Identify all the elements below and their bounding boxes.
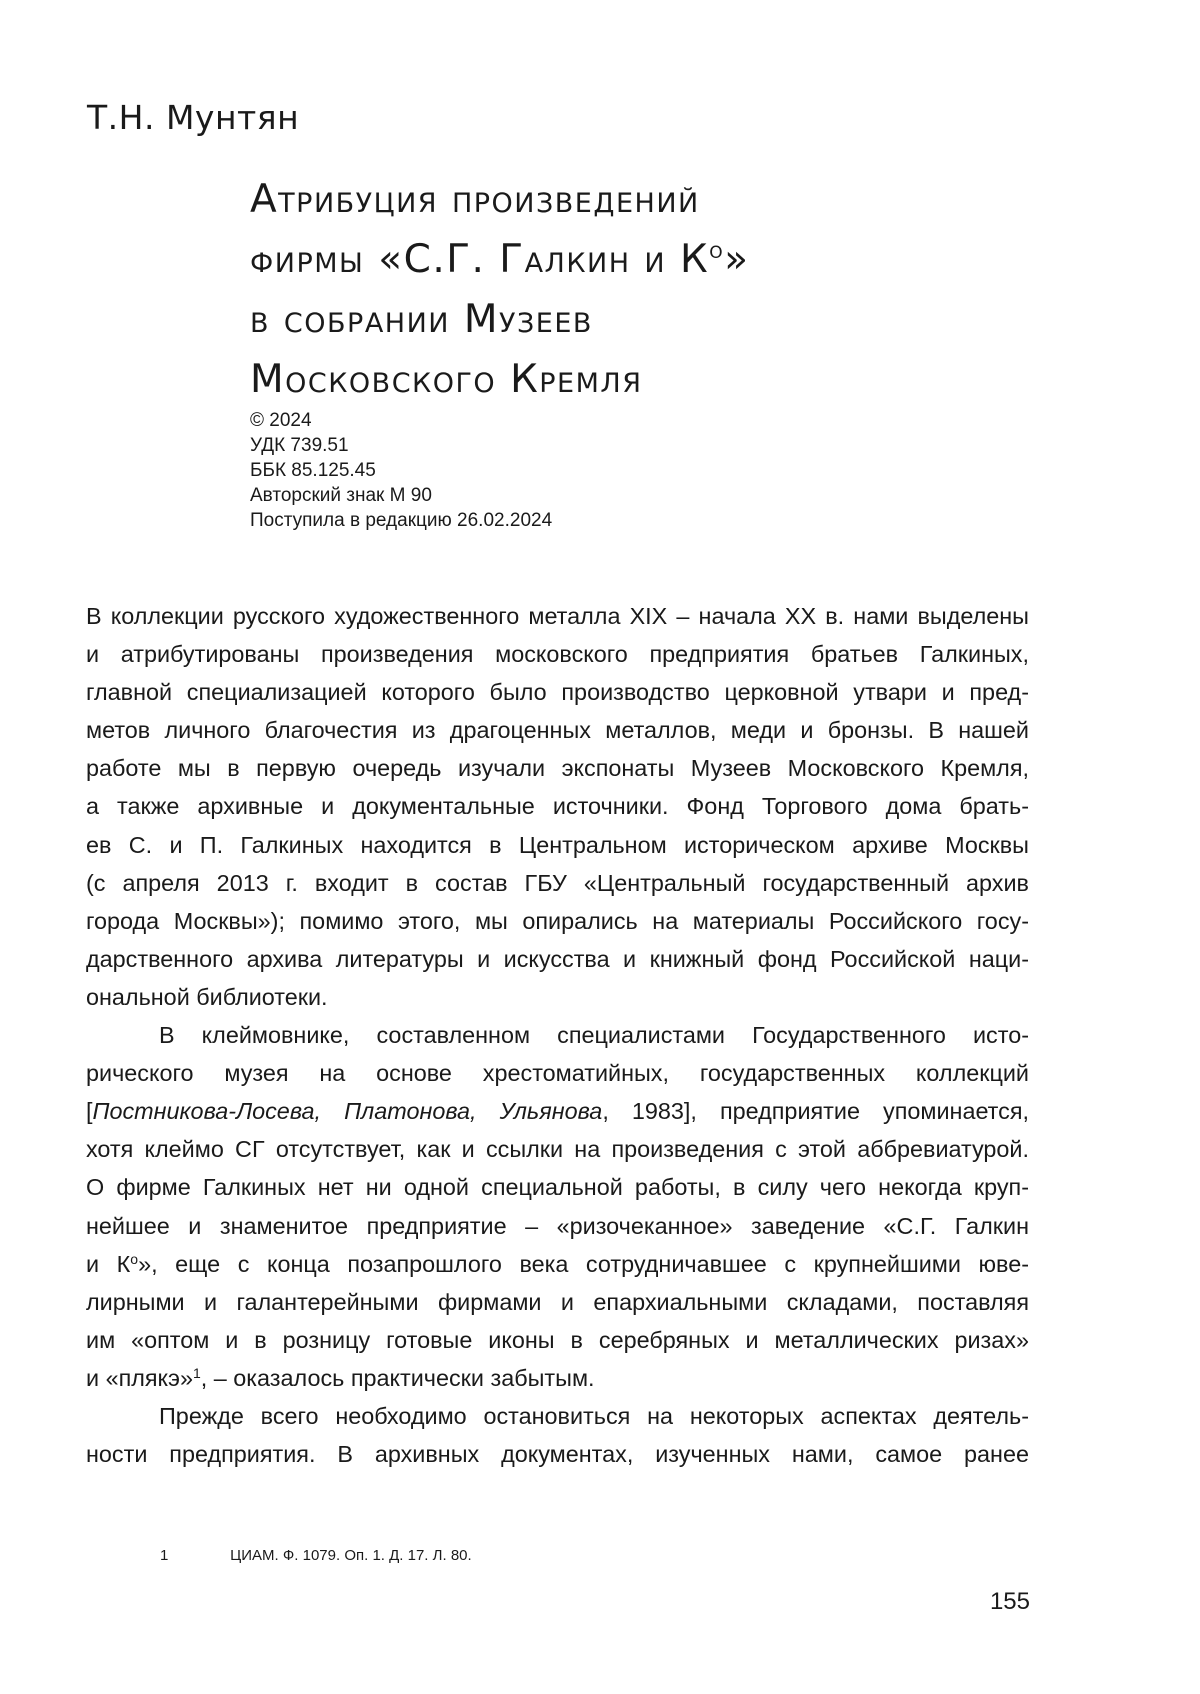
text-line: а также архивные и документальные источники. Фонд Торгового дома брать- bbox=[86, 793, 1029, 820]
title-line: фирмы «С.Г. Галкин и $К^о$» bbox=[250, 236, 750, 282]
footnote-text: ЦИАМ. Ф. 1079. Оп. 1. Д. 17. Л. 80. bbox=[230, 1547, 472, 1564]
bbk-code: ББК 85.125.45 bbox=[250, 460, 376, 481]
received-date: Поступила в редакцию 26.02.2024 bbox=[250, 510, 553, 531]
article-body bbox=[86, 597, 1029, 1473]
text-line: работе мы в первую очередь изучали экспонаты Музеев Московского Кремля, bbox=[86, 755, 1029, 782]
text-line: В коллекции русского художественного металла XIX – начала XX в. нами выделены bbox=[86, 603, 1029, 629]
paragraph bbox=[86, 1016, 1029, 1397]
text-line: им «оптом и в розницу готовые иконы в серебряных и металлических ризах» bbox=[86, 1326, 1029, 1353]
title-line: в собрании Музеев bbox=[250, 297, 593, 342]
paragraph bbox=[86, 1397, 1029, 1473]
copyright: © 2024 bbox=[250, 410, 312, 431]
text-line: лирными и галантерейными фирмами и епархиальными складами, поставляя bbox=[86, 1288, 1029, 1315]
footnote-number: 1 bbox=[160, 1547, 169, 1564]
text-line: (с апреля 2013 г. входит в состав ГБУ «Центральный государственный архив bbox=[86, 869, 1029, 896]
paragraph bbox=[86, 597, 1029, 1016]
text-line: ности предприятия. В архивных документах, изученных нами, самое ранее bbox=[86, 1441, 1029, 1468]
text-line: метов личного благочестия из драгоценных металлов, меди и бронзы. В нашей bbox=[86, 717, 1029, 744]
text-line: и атрибутированы произведения московского предприятия братьев Галкиных, bbox=[86, 641, 1029, 668]
text-line: О фирме Галкиных нет ни одной специальной работы, в силу чего некогда круп- bbox=[86, 1174, 1029, 1201]
text-line: дарственного архива литературы и искусства и книжный фонд Российской наци- bbox=[86, 945, 1029, 972]
text-line: В клеймовнике, составленном специалистами Государственного исто- bbox=[159, 1022, 1029, 1049]
author-mark: Авторский знак М 90 bbox=[250, 485, 432, 506]
text-line: [Постникова-Лосева, Платонова, Ульянова, 1983], предприятие упоминается, bbox=[86, 1098, 1029, 1125]
text-line: и $К^о$», еще с конца позапрошлого века сотрудничавшее с крупнейшими юве- bbox=[86, 1250, 1029, 1277]
title-line: Атрибуция произведений bbox=[250, 177, 700, 222]
text-line: рического музея на основе хрестоматийных, государственных коллекций bbox=[86, 1060, 1029, 1087]
text-line: нейшее и знаменитое предприятие – «ризочеканное» заведение «С.Г. Галкин bbox=[86, 1212, 1029, 1239]
article-title bbox=[250, 170, 749, 410]
author-name: Т.Н. Мунтян bbox=[87, 98, 300, 137]
text-line: ональной библиотеки. bbox=[86, 983, 328, 1010]
text-line: Прежде всего необходимо остановиться на некоторых аспектах деятель- bbox=[159, 1402, 1029, 1429]
text-line: ев С. и П. Галкиных находится в Центральном историческом архиве Москвы bbox=[86, 831, 1029, 858]
text-line: главной специализацией которого было производство церковной утвари и пред- bbox=[86, 679, 1029, 706]
text-line: и «плякэ»$^1$, – оказалось практически забытым. bbox=[86, 1364, 595, 1391]
udk-code: УДК 739.51 bbox=[250, 435, 349, 456]
footnote bbox=[160, 1547, 472, 1564]
page-number: 155 bbox=[989, 1588, 1030, 1615]
title-line: Московского Кремля bbox=[250, 357, 643, 402]
text-line: города Москвы»); помимо этого, мы опирались на материалы Российского госу- bbox=[86, 907, 1029, 934]
text-line: хотя клеймо СГ отсутствует, как и ссылки на произведения с этой аббревиатурой. bbox=[86, 1136, 1029, 1163]
article-metadata bbox=[250, 408, 552, 533]
